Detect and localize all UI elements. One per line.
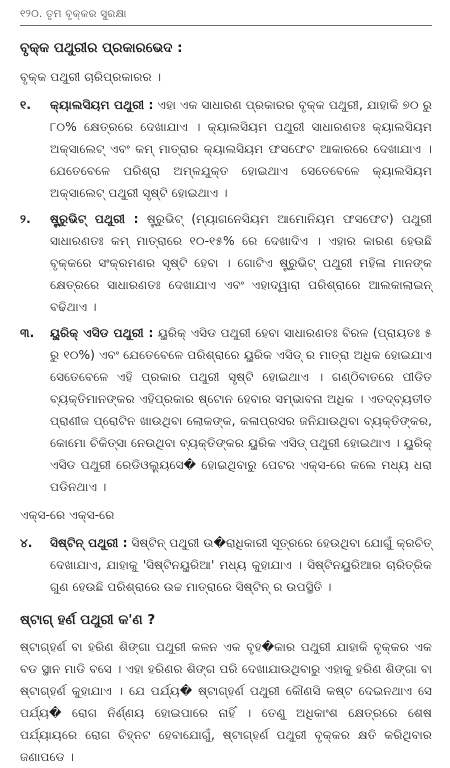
list-item-text (50, 94, 432, 204)
list-item-cystine (20, 532, 432, 598)
section-heading-stone-types: ବୃକ୍କ ପଥୁରୀର ପ୍ରକାରଭେଦ : (20, 40, 183, 56)
list-item-body: ଏହା ଏକ ସାଧାରଣ ପ୍ରକାରର ବୃକ୍କ ପଥୁରୀ, ଯାହାକି ୭୦ ରୁ ୮୦% କ୍ଷେତ୍ରରେ ଦେଖାଯାଏ । କ୍ୟାଲସିୟମ ପଥୁରୀ ସାଧାରଣତଃ କ୍ୟାଲସିୟମ ଅକ୍ସାଲେଟ୍ ଏବଂ କମ୍ ମାତ୍ରାର କ୍ୟାଲସିୟମ ଫସଫେଟ ଆକାରରେ ଦେଖାଯାଏ । ଯେତେବେଳେ ପରିଶ୍ରା ଅମ୍ଳଯୁକ୍ତ ହୋଇଥାଏ ସେତେବେଳେ କ୍ୟାଲସିୟମ ଅକ୍ସାଲେଟ୍ ପଥୁରୀ ସୃଷ୍ଟି ହୋଇଥାଏ । (50, 98, 432, 200)
staghorn-paragraph: ଷ୍ଟାଗ୍ହର୍ଣ ବା ହରିଣ ଶିଙ୍ଗା ପଥୁରୀ କଳନ ଏକ ବୃହ�କାର ପଥୁରୀ ଯାହାକି ବୃକ୍କର ଏକ ବଡ ସ୍ଥାନ ମାଡି ବସେ । ଏହା ହରିଣର ଶିଙ୍ଗ ପରି ଦେଖାଯାଉଥିବାରୁ ଏହାକୁ ହରିଣ ଶିଙ୍ଗା ବା ଷ୍ଟାଗ୍ହର୍ଣ କୁହାଯାଏ । ଯେ ପର୍ଯ୍ୟ� ଷ୍ଟାଗ୍ହର୍ଣ ପଥୁରୀ କୌଣସି କଷ୍ଟ ଦେଇନଥାଏ ସେ ପର୍ଯ୍ୟ� ରୋଗ ନିର୍ଣ୍ଣୟ ହୋଇପାରେ ନାହିଁ । ତେଣୁ ଅଧିକାଂଶ କ୍ଷେତ୍ରରେ ଶେଷ ପର୍ଯ୍ୟାୟରେ ରୋଗ ଚିହ୍ନଟ ହେବାଯୋଗୁଁ, ଷ୍ଟାଗ୍ହର୍ଣ ପଥୁରୀ ବୃକ୍କର କ୍ଷତି କରିଥିବାର ଜଣାପଡେ । (20, 640, 432, 764)
list-number: ୩. (20, 326, 35, 340)
list-item-text (50, 322, 432, 498)
list-item-text (50, 208, 432, 318)
list-item-body: ସିଷ୍ଟିନ୍ ପଥୁରୀ ଉ�ରାଧିକାରୀ ସୂତ୍ରରେ ହେଉଥିବା ଯୋଗୁଁ କ୍ରଚିତ୍ ଦେଖାଯାଏ, ଯାହାକୁ 'ସିଷ୍ଟିନୟୁରିଆ' ମଧ୍ୟ କୁହାଯାଏ । ସିଷ୍ଟିନୟୁରିଆର ଚାରିତ୍ରିକ ଗୁଣ ହେଉଛି ପରିଶ୍ରାରେ ଉଚ୍ଚ ମାତ୍ରାରେ ସିଷ୍ଟିନ୍ ର ଉପସ୍ଥିତି । (50, 536, 432, 594)
header-divider (20, 25, 432, 26)
list-item-title: ୟୁରିକ୍ ଏସିଡ ପଥୁରୀ : (50, 326, 154, 340)
list-number: ୪. (20, 536, 33, 550)
intro-paragraph: ବୃକ୍କ ପଥୁରୀ ଚାରିପ୍ରକାରର । (20, 70, 162, 84)
list-number: ୨. (20, 212, 31, 226)
running-header (20, 8, 432, 21)
list-item-body: ୟୁରିକ୍ ଏସିଡ ପଥୁରୀ ହେବା ସାଧାରଣତଃ ବିରଳ (ପ୍ରାୟତଃ ୫ ରୁ ୧୦%) ଏବଂ ଯେତେବେଳେ ପରିଶ୍ରାରେ ୟୁରିକ ଏସିଡ୍ ର ମାତ୍ରା ଅଧିକ ହୋଇଯାଏ ସେତେବେଳେ ଏହି ପ୍ରକାର ପଥୁରୀ ସୃଷ୍ଟି ହୋଇଥାଏ । ଗଣ୍ଠିବାତରେ ପୀଡିତ ବ୍ୟକ୍ତିମାନଙ୍କର ଏହିପ୍ରକାର ଷ୍ଟୋନ ହେବାର ସମ୍ଭାବନା ଅଧିକ । ଏତଦ୍ବ୍ୟତୀତ ପ୍ରାଣୀଜ ପ୍ରୋଟିନ ଖାଉଥିବା ଲୋକଙ୍କ, କଳାପ୍ରସର ଜନିଯାଉଥିବା ବ୍ୟକ୍ତିଙ୍କର, କୋମୋ ଚିକିତ୍ସା ନେଉଥିବା ବ୍ୟକ୍ତିଙ୍କର ୟୁରିକ ଏସିଡ୍ ପଥୁରୀ ହୋଇଥାଏ । ୟୁରିକ୍ ଏସିଡ ପଥୁରୀ ରେଡିଓଲ୍ୟୁସେ� ହୋଇଥିବାରୁ ପେଟର ଏକ୍ସ-ରେ କଲେ ମଧ୍ୟ ଧରା ପଡିନଥାଏ । (50, 326, 433, 494)
page-number: ୧୨୦. (20, 8, 43, 20)
list-item-uric-acid (20, 322, 432, 498)
list-item-title: ଷ୍ଟ୍ରୁଭିଟ୍ ପଥୁରୀ : (50, 212, 139, 226)
list-item-body: ଷ୍ଟ୍ରୁଭିଟ୍ (ମ୍ୟାଗନେସିୟମ ଆମୋନିୟମ ଫସଫେଟ) ପଥୁରୀ ସାଧାରଣତଃ କମ୍ ମାତ୍ରାରେ ୧୦-୧୫% ରେ ଦେଖାଦିଏ । ଏହାର କାରଣ ହେଉଛି ବୃକ୍କରେ ସଂକ୍ରମଣର ସୃଷ୍ଟି ହେବା । ଗୋଟିଏ ଷ୍ଟ୍ରୁଭିଟ୍ ପଥୁରୀ ମହିଳା ମାନଙ୍କ କ୍ଷେତ୍ରରେ ସାଧାରଣତଃ ଦେଖାଯାଏ ଏବଂ ଏହାଦ୍ୱାରା ପରିଶ୍ରାରେ ଆଲକାଲାଇନ୍ ବଢିଥାଏ । (50, 212, 432, 314)
book-title: ତୃମ ବୃକ୍କର ସୁରକ୍ଷା (46, 8, 127, 20)
list-number: ୧. (20, 98, 31, 112)
section-heading-staghorn: ଷ୍ଟାଗ୍ ହର୍ଣ ପଥୁରୀ କ'ଣ ? (20, 612, 156, 628)
list-item-struvite (20, 208, 432, 318)
list-item-title: ସିଷ୍ଟିନ୍ ପଥୁରୀ : (50, 536, 128, 550)
list-item-title: କ୍ୟାଲସିୟମ ପଥୁରୀ : (50, 98, 154, 112)
list-item-calcium (20, 94, 432, 204)
list-item-text (50, 532, 432, 598)
interlude-line: ଏକ୍ସ-ରେ ଏକ୍ସ-ରେ (20, 508, 115, 522)
